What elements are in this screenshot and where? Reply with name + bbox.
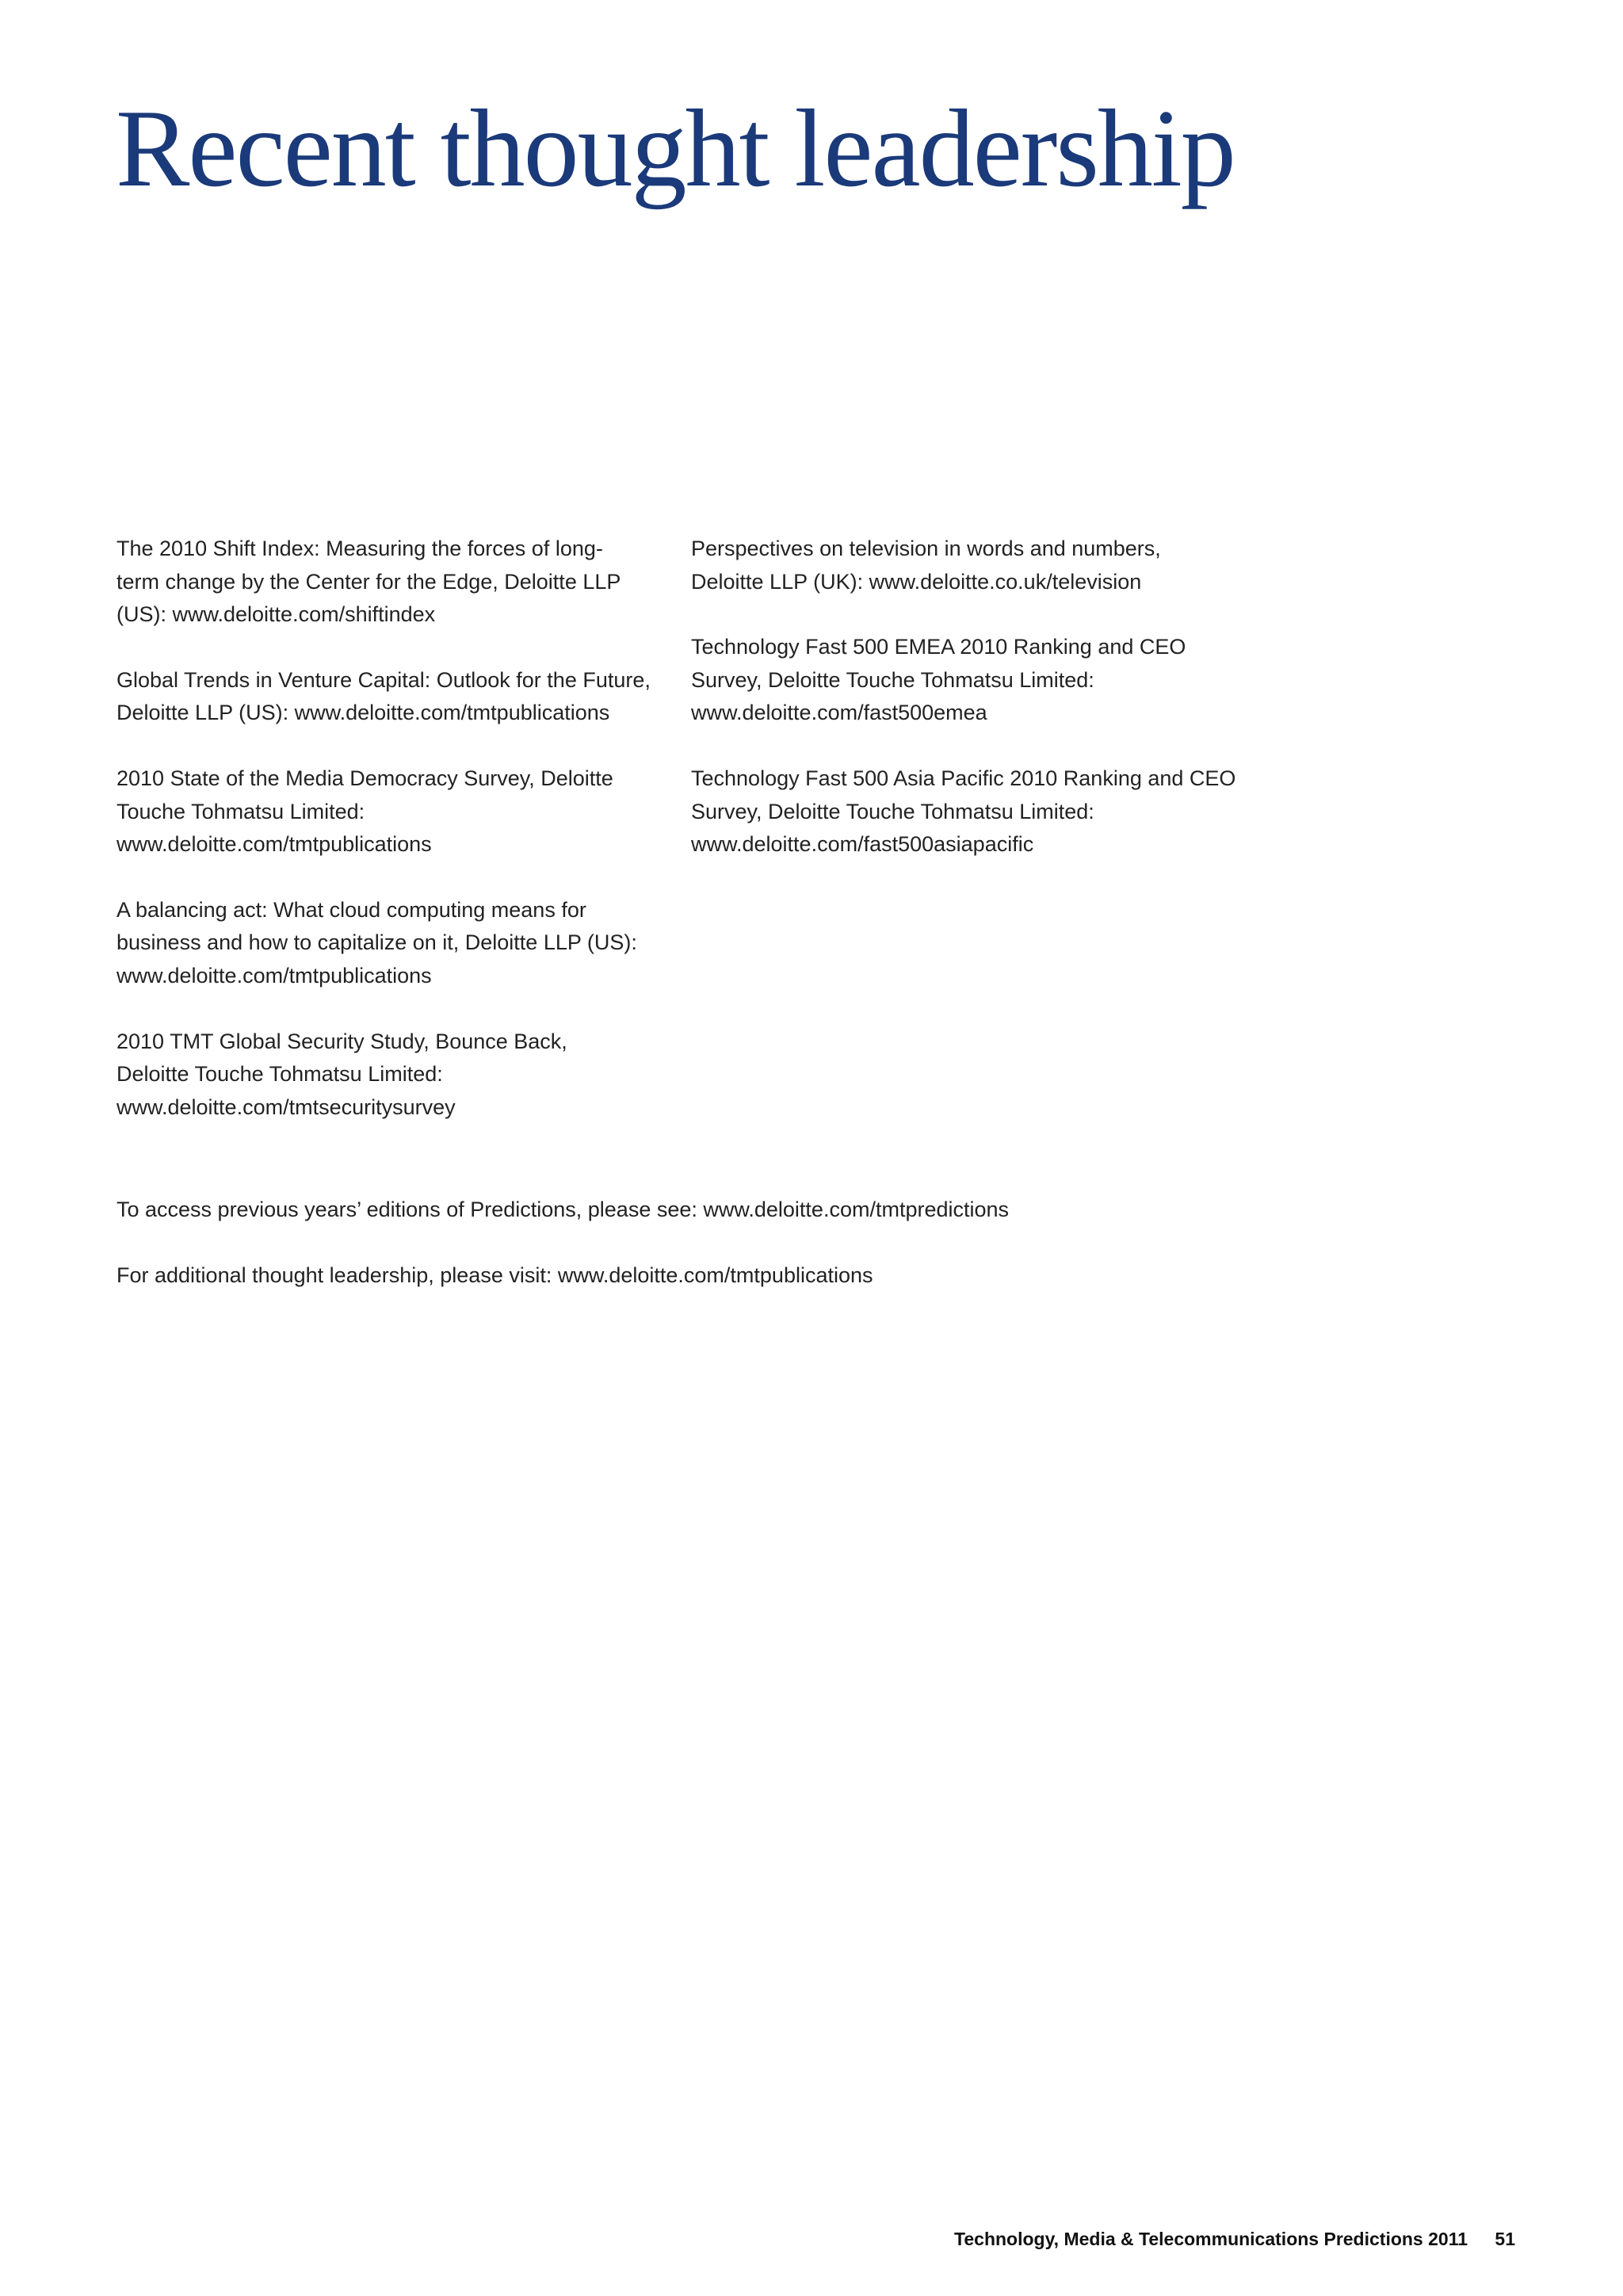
publication-entry: [691, 533, 1238, 598]
entry-line: www.deloitte.com/fast500asiapacific: [691, 832, 1034, 857]
entry-line: 2010 State of the Media Democracy Survey, Deloitte: [116, 766, 613, 790]
entry-line: The 2010 Shift Index: Measuring the forces of long-: [116, 537, 603, 560]
entry-line: Deloitte Touche Tohmatsu Limited:: [116, 1062, 443, 1087]
entry-line: Technology Fast 500 Asia Pacific 2010 Ranking and CEO: [691, 766, 1236, 790]
entry-line: Touche Tohmatsu Limited:: [116, 799, 365, 823]
previous-editions-note: To access previous years’ editions of Predictions, please see: www.deloitte.com/tmtpredictions: [116, 1198, 1010, 1221]
entry-line: 2010 TMT Global Security Study, Bounce Back,: [116, 1029, 567, 1053]
publication-entry: [116, 894, 663, 993]
entry-line: business and how to capitalize on it, Deloitte LLP (US):: [116, 930, 637, 955]
entry-line: Survey, Deloitte Touche Tohmatsu Limited:: [691, 799, 1094, 823]
entry-line: www.deloitte.com/tmtpublications: [116, 832, 432, 857]
footer-publication-title: Technology, Media & Telecommunications Predictions 2011: [954, 2229, 1468, 2249]
entry-line: A balancing act: What cloud computing means for: [116, 897, 586, 922]
publication-entry: [116, 664, 663, 730]
page-title: Recent thought leadership: [116, 87, 1235, 210]
publication-entry: [116, 533, 663, 632]
entry-line: Technology Fast 500 EMEA 2010 Ranking and CEO: [691, 635, 1186, 659]
entry-line: www.deloitte.com/tmtpublications: [116, 963, 432, 988]
entry-line: Global Trends in Venture Capital: Outlook for the Future,: [116, 667, 651, 692]
publication-entry: [116, 1026, 663, 1125]
entry-line: term change by the Center for the Edge, Deloitte LLP: [116, 569, 621, 594]
page-footer: [954, 2229, 1515, 2250]
entry-line: (US): www.deloitte.com/shiftindex: [116, 602, 436, 627]
entry-line: Deloitte LLP (US): www.deloitte.com/tmtpublications: [116, 701, 610, 725]
page-number: 51: [1495, 2229, 1515, 2249]
entry-line: Perspectives on television in words and numbers,: [691, 537, 1161, 560]
additional-leadership-note: For additional thought leadership, please visit: www.deloitte.com/tmtpublications: [116, 1263, 873, 1287]
right-column: [691, 533, 1238, 894]
left-column: [116, 533, 663, 1156]
publication-entry: [116, 762, 663, 861]
publication-entry: [691, 631, 1238, 730]
entry-line: www.deloitte.com/fast500emea: [691, 701, 987, 725]
publication-entry: [691, 762, 1238, 861]
entry-line: Deloitte LLP (UK): www.deloitte.co.uk/television: [691, 569, 1142, 594]
entry-line: Survey, Deloitte Touche Tohmatsu Limited:: [691, 667, 1094, 692]
entry-line: www.deloitte.com/tmtsecuritysurvey: [116, 1095, 456, 1119]
